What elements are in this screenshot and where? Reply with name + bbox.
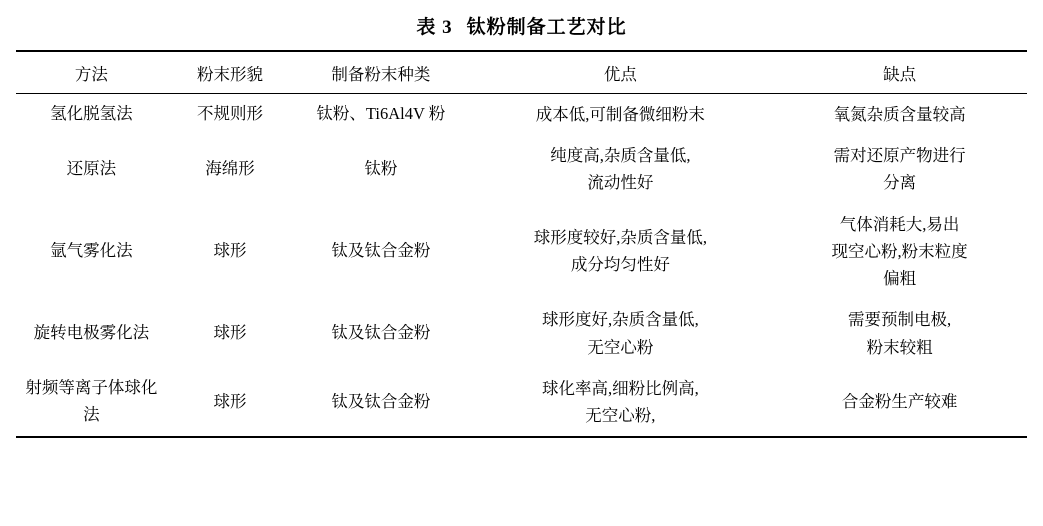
cell-powder-kind: 钛及钛合金粉 xyxy=(293,368,468,437)
comparison-table xyxy=(16,50,1027,438)
table-caption-number: 表 3 xyxy=(416,17,453,38)
cell-merits: 纯度高,杂质含量低, 流动性好 xyxy=(550,146,691,193)
cell-method: 射频等离子体球化法 xyxy=(16,368,167,437)
cell-demerits: 需对还原产物进行 分离 xyxy=(833,146,966,193)
cell-method: 氩气雾化法 xyxy=(50,241,133,261)
cell-demerits: 需要预制电极, 粉末较粗 xyxy=(848,310,952,357)
cell-powder-kind: 钛粉 xyxy=(364,159,398,179)
table-header xyxy=(16,51,1027,94)
table-caption-title: 钛粉制备工艺对比 xyxy=(466,17,627,38)
column-header-powder-kind: 制备粉末种类 xyxy=(293,51,468,94)
table-row xyxy=(16,135,1027,203)
table-body xyxy=(16,94,1027,438)
cell-morphology: 海绵形 xyxy=(205,159,255,179)
cell-merits: 球化率高,细粉比例高, 无空心粉, xyxy=(468,368,772,437)
cell-merits: 球形度好,杂质含量低, 无空心粉 xyxy=(541,310,699,357)
table-row xyxy=(16,94,1027,136)
cell-method: 还原法 xyxy=(66,159,117,179)
cell-powder-kind: 钛及钛合金粉 xyxy=(331,323,431,343)
cell-morphology: 球形 xyxy=(167,368,293,437)
table-row xyxy=(16,368,1027,437)
table-row xyxy=(16,204,1027,300)
table-row xyxy=(16,299,1027,367)
column-header-demerits: 缺点 xyxy=(772,51,1027,94)
cell-morphology: 不规则形 xyxy=(197,104,264,124)
table-caption xyxy=(0,0,1043,50)
column-header-method: 方法 xyxy=(16,51,167,94)
cell-method: 旋转电极雾化法 xyxy=(33,323,150,343)
cell-morphology: 球形 xyxy=(213,323,247,343)
cell-powder-kind: 钛及钛合金粉 xyxy=(331,241,431,261)
cell-demerits: 气体消耗大,易出 现空心粉,粉末粒度 偏粗 xyxy=(831,214,968,289)
cell-morphology: 球形 xyxy=(213,241,247,261)
column-header-morphology: 粉末形貌 xyxy=(167,51,293,94)
column-header-merits: 优点 xyxy=(468,51,772,94)
cell-merits: 成本低,可制备微细粉末 xyxy=(535,105,705,124)
cell-demerits: 氧氮杂质含量较高 xyxy=(833,105,966,124)
cell-demerits: 合金粉生产较难 xyxy=(772,368,1027,437)
cell-method: 氢化脱氢法 xyxy=(50,104,133,124)
cell-merits: 球形度较好,杂质含量低, 成分均匀性好 xyxy=(533,228,707,275)
table-header-row xyxy=(16,51,1027,94)
cell-powder-kind: 钛粉、Ti6Al4V 粉 xyxy=(316,104,446,124)
